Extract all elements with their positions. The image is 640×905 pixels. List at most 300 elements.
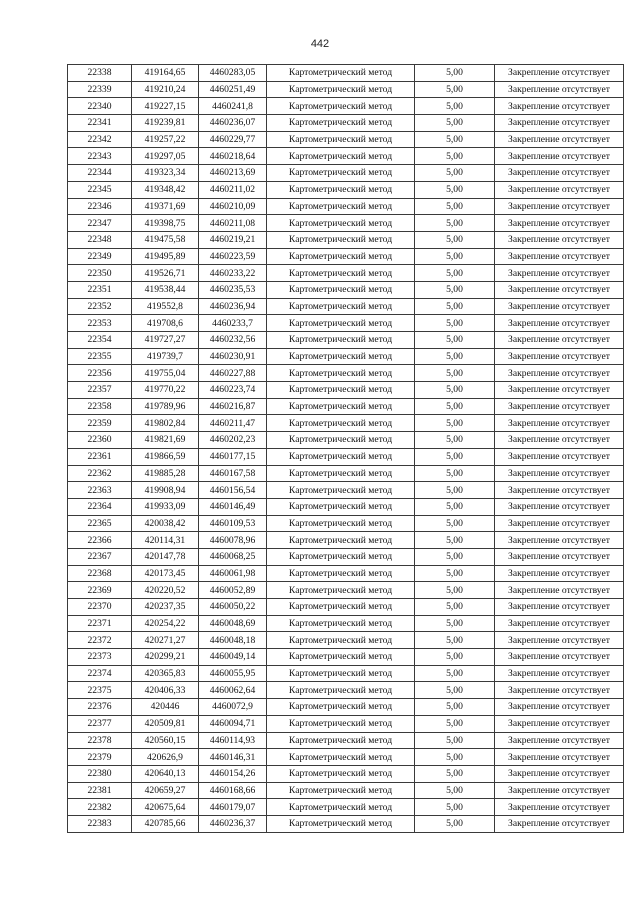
accuracy-cell: 5,00 [415, 131, 495, 148]
point-number-cell: 22371 [68, 615, 132, 632]
x-coordinate-cell: 420237,35 [132, 599, 199, 616]
fixing-cell: Закрепление отсутствует [495, 382, 624, 399]
point-number-cell: 22363 [68, 482, 132, 499]
method-cell: Картометрический метод [267, 582, 415, 599]
fixing-cell: Закрепление отсутствует [495, 682, 624, 699]
table-row [68, 699, 624, 716]
method-cell: Картометрический метод [267, 765, 415, 782]
x-coordinate-cell: 419802,84 [132, 415, 199, 432]
x-coordinate-cell: 419708,6 [132, 315, 199, 332]
method-cell: Картометрический метод [267, 348, 415, 365]
table-row [68, 281, 624, 298]
x-coordinate-cell: 420038,42 [132, 515, 199, 532]
point-number-cell: 22353 [68, 315, 132, 332]
fixing-cell: Закрепление отсутствует [495, 265, 624, 282]
accuracy-cell: 5,00 [415, 315, 495, 332]
point-number-cell: 22376 [68, 699, 132, 716]
fixing-cell: Закрепление отсутствует [495, 432, 624, 449]
coordinates-table [67, 64, 624, 833]
method-cell: Картометрический метод [267, 599, 415, 616]
y-coordinate-cell: 4460055,95 [199, 665, 267, 682]
method-cell: Картометрический метод [267, 732, 415, 749]
method-cell: Картометрический метод [267, 81, 415, 98]
method-cell: Картометрический метод [267, 682, 415, 699]
x-coordinate-cell: 419727,27 [132, 332, 199, 349]
accuracy-cell: 5,00 [415, 515, 495, 532]
point-number-cell: 22344 [68, 165, 132, 182]
accuracy-cell: 5,00 [415, 565, 495, 582]
fixing-cell: Закрепление отсутствует [495, 198, 624, 215]
accuracy-cell: 5,00 [415, 382, 495, 399]
accuracy-cell: 5,00 [415, 815, 495, 832]
accuracy-cell: 5,00 [415, 582, 495, 599]
accuracy-cell: 5,00 [415, 115, 495, 132]
accuracy-cell: 5,00 [415, 398, 495, 415]
fixing-cell: Закрепление отсутствует [495, 81, 624, 98]
point-number-cell: 22338 [68, 65, 132, 82]
point-number-cell: 22370 [68, 599, 132, 616]
method-cell: Картометрический метод [267, 565, 415, 582]
y-coordinate-cell: 4460062,64 [199, 682, 267, 699]
fixing-cell: Закрепление отсутствует [495, 231, 624, 248]
fixing-cell: Закрепление отсутствует [495, 165, 624, 182]
method-cell: Картометрический метод [267, 281, 415, 298]
y-coordinate-cell: 4460048,69 [199, 615, 267, 632]
accuracy-cell: 5,00 [415, 365, 495, 382]
accuracy-cell: 5,00 [415, 231, 495, 248]
y-coordinate-cell: 4460219,21 [199, 231, 267, 248]
table-row [68, 115, 624, 132]
accuracy-cell: 5,00 [415, 432, 495, 449]
y-coordinate-cell: 4460211,08 [199, 215, 267, 232]
method-cell: Картометрический метод [267, 332, 415, 349]
method-cell: Картометрический метод [267, 181, 415, 198]
point-number-cell: 22373 [68, 649, 132, 666]
y-coordinate-cell: 4460154,26 [199, 765, 267, 782]
y-coordinate-cell: 4460213,69 [199, 165, 267, 182]
point-number-cell: 22381 [68, 782, 132, 799]
y-coordinate-cell: 4460210,09 [199, 198, 267, 215]
point-number-cell: 22339 [68, 81, 132, 98]
method-cell: Картометрический метод [267, 365, 415, 382]
y-coordinate-cell: 4460179,07 [199, 799, 267, 816]
x-coordinate-cell: 420114,31 [132, 532, 199, 549]
table-row [68, 131, 624, 148]
x-coordinate-cell: 420659,27 [132, 782, 199, 799]
fixing-cell: Закрепление отсутствует [495, 548, 624, 565]
method-cell: Картометрический метод [267, 231, 415, 248]
table-row [68, 649, 624, 666]
y-coordinate-cell: 4460168,66 [199, 782, 267, 799]
x-coordinate-cell: 419885,28 [132, 465, 199, 482]
y-coordinate-cell: 4460211,02 [199, 181, 267, 198]
fixing-cell: Закрепление отсутствует [495, 131, 624, 148]
y-coordinate-cell: 4460156,54 [199, 482, 267, 499]
point-number-cell: 22348 [68, 231, 132, 248]
x-coordinate-cell: 419475,58 [132, 231, 199, 248]
point-number-cell: 22359 [68, 415, 132, 432]
point-number-cell: 22355 [68, 348, 132, 365]
table-row [68, 632, 624, 649]
method-cell: Картометрический метод [267, 398, 415, 415]
method-cell: Картометрический метод [267, 548, 415, 565]
accuracy-cell: 5,00 [415, 448, 495, 465]
accuracy-cell: 5,00 [415, 298, 495, 315]
point-number-cell: 22349 [68, 248, 132, 265]
table-row [68, 198, 624, 215]
point-number-cell: 22340 [68, 98, 132, 115]
method-cell: Картометрический метод [267, 498, 415, 515]
accuracy-cell: 5,00 [415, 465, 495, 482]
x-coordinate-cell: 419908,94 [132, 482, 199, 499]
x-coordinate-cell: 419323,34 [132, 165, 199, 182]
point-number-cell: 22369 [68, 582, 132, 599]
accuracy-cell: 5,00 [415, 765, 495, 782]
y-coordinate-cell: 4460211,47 [199, 415, 267, 432]
y-coordinate-cell: 4460114,93 [199, 732, 267, 749]
table-row [68, 498, 624, 515]
x-coordinate-cell: 419789,96 [132, 398, 199, 415]
y-coordinate-cell: 4460177,15 [199, 448, 267, 465]
fixing-cell: Закрепление отсутствует [495, 532, 624, 549]
x-coordinate-cell: 419552,8 [132, 298, 199, 315]
x-coordinate-cell: 420406,33 [132, 682, 199, 699]
x-coordinate-cell: 419739,7 [132, 348, 199, 365]
table-row [68, 548, 624, 565]
table-row [68, 765, 624, 782]
method-cell: Картометрический метод [267, 465, 415, 482]
x-coordinate-cell: 419755,04 [132, 365, 199, 382]
point-number-cell: 22375 [68, 682, 132, 699]
method-cell: Картометрический метод [267, 298, 415, 315]
accuracy-cell: 5,00 [415, 665, 495, 682]
point-number-cell: 22365 [68, 515, 132, 532]
point-number-cell: 22368 [68, 565, 132, 582]
fixing-cell: Закрепление отсутствует [495, 565, 624, 582]
y-coordinate-cell: 4460049,14 [199, 649, 267, 666]
x-coordinate-cell: 419164,65 [132, 65, 199, 82]
point-number-cell: 22377 [68, 715, 132, 732]
accuracy-cell: 5,00 [415, 81, 495, 98]
point-number-cell: 22367 [68, 548, 132, 565]
table-row [68, 599, 624, 616]
x-coordinate-cell: 420299,21 [132, 649, 199, 666]
table-row [68, 298, 624, 315]
accuracy-cell: 5,00 [415, 732, 495, 749]
fixing-cell: Закрепление отсутствует [495, 281, 624, 298]
x-coordinate-cell: 420254,22 [132, 615, 199, 632]
accuracy-cell: 5,00 [415, 599, 495, 616]
accuracy-cell: 5,00 [415, 281, 495, 298]
y-coordinate-cell: 4460146,31 [199, 749, 267, 766]
point-number-cell: 22364 [68, 498, 132, 515]
y-coordinate-cell: 4460227,88 [199, 365, 267, 382]
table-row [68, 382, 624, 399]
x-coordinate-cell: 419866,59 [132, 448, 199, 465]
point-number-cell: 22354 [68, 332, 132, 349]
point-number-cell: 22383 [68, 815, 132, 832]
table-row [68, 682, 624, 699]
fixing-cell: Закрепление отсутствует [495, 732, 624, 749]
method-cell: Картометрический метод [267, 532, 415, 549]
method-cell: Картометрический метод [267, 215, 415, 232]
method-cell: Картометрический метод [267, 749, 415, 766]
accuracy-cell: 5,00 [415, 148, 495, 165]
y-coordinate-cell: 4460232,56 [199, 332, 267, 349]
table-row [68, 715, 624, 732]
fixing-cell: Закрепление отсутствует [495, 799, 624, 816]
y-coordinate-cell: 4460048,18 [199, 632, 267, 649]
table-row [68, 732, 624, 749]
accuracy-cell: 5,00 [415, 799, 495, 816]
y-coordinate-cell: 4460241,8 [199, 98, 267, 115]
y-coordinate-cell: 4460061,98 [199, 565, 267, 582]
x-coordinate-cell: 420509,81 [132, 715, 199, 732]
point-number-cell: 22356 [68, 365, 132, 382]
x-coordinate-cell: 419526,71 [132, 265, 199, 282]
fixing-cell: Закрепление отсутствует [495, 365, 624, 382]
accuracy-cell: 5,00 [415, 248, 495, 265]
fixing-cell: Закрепление отсутствует [495, 348, 624, 365]
fixing-cell: Закрепление отсутствует [495, 65, 624, 82]
point-number-cell: 22374 [68, 665, 132, 682]
x-coordinate-cell: 419210,24 [132, 81, 199, 98]
table-row [68, 348, 624, 365]
fixing-cell: Закрепление отсутствует [495, 699, 624, 716]
x-coordinate-cell: 420626,9 [132, 749, 199, 766]
table-row [68, 782, 624, 799]
accuracy-cell: 5,00 [415, 699, 495, 716]
fixing-cell: Закрепление отсутствует [495, 98, 624, 115]
point-number-cell: 22379 [68, 749, 132, 766]
method-cell: Картометрический метод [267, 615, 415, 632]
x-coordinate-cell: 419538,44 [132, 281, 199, 298]
table-row [68, 81, 624, 98]
fixing-cell: Закрепление отсутствует [495, 398, 624, 415]
y-coordinate-cell: 4460283,05 [199, 65, 267, 82]
x-coordinate-cell: 420446 [132, 699, 199, 716]
table-row [68, 432, 624, 449]
y-coordinate-cell: 4460167,58 [199, 465, 267, 482]
y-coordinate-cell: 4460233,22 [199, 265, 267, 282]
method-cell: Картометрический метод [267, 632, 415, 649]
method-cell: Картометрический метод [267, 165, 415, 182]
y-coordinate-cell: 4460109,53 [199, 515, 267, 532]
table-row [68, 181, 624, 198]
x-coordinate-cell: 419371,69 [132, 198, 199, 215]
point-number-cell: 22382 [68, 799, 132, 816]
x-coordinate-cell: 420675,64 [132, 799, 199, 816]
accuracy-cell: 5,00 [415, 198, 495, 215]
accuracy-cell: 5,00 [415, 682, 495, 699]
method-cell: Картометрический метод [267, 265, 415, 282]
table-row [68, 231, 624, 248]
table-row [68, 515, 624, 532]
fixing-cell: Закрепление отсутствует [495, 415, 624, 432]
method-cell: Картометрический метод [267, 649, 415, 666]
point-number-cell: 22342 [68, 131, 132, 148]
table-row [68, 248, 624, 265]
x-coordinate-cell: 420640,13 [132, 765, 199, 782]
table-row [68, 98, 624, 115]
table-row [68, 265, 624, 282]
method-cell: Картометрический метод [267, 248, 415, 265]
y-coordinate-cell: 4460052,89 [199, 582, 267, 599]
y-coordinate-cell: 4460236,37 [199, 815, 267, 832]
accuracy-cell: 5,00 [415, 65, 495, 82]
fixing-cell: Закрепление отсутствует [495, 815, 624, 832]
x-coordinate-cell: 419239,81 [132, 115, 199, 132]
y-coordinate-cell: 4460078,96 [199, 532, 267, 549]
y-coordinate-cell: 4460236,94 [199, 298, 267, 315]
fixing-cell: Закрепление отсутствует [495, 148, 624, 165]
fixing-cell: Закрепление отсутствует [495, 665, 624, 682]
table-row [68, 365, 624, 382]
accuracy-cell: 5,00 [415, 782, 495, 799]
accuracy-cell: 5,00 [415, 532, 495, 549]
x-coordinate-cell: 420785,66 [132, 815, 199, 832]
method-cell: Картометрический метод [267, 198, 415, 215]
accuracy-cell: 5,00 [415, 332, 495, 349]
y-coordinate-cell: 4460223,74 [199, 382, 267, 399]
fixing-cell: Закрепление отсутствует [495, 315, 624, 332]
x-coordinate-cell: 420173,45 [132, 565, 199, 582]
x-coordinate-cell: 420365,83 [132, 665, 199, 682]
x-coordinate-cell: 419227,15 [132, 98, 199, 115]
method-cell: Картометрический метод [267, 782, 415, 799]
y-coordinate-cell: 4460068,25 [199, 548, 267, 565]
method-cell: Картометрический метод [267, 665, 415, 682]
method-cell: Картометрический метод [267, 98, 415, 115]
fixing-cell: Закрепление отсутствует [495, 599, 624, 616]
x-coordinate-cell: 420271,27 [132, 632, 199, 649]
x-coordinate-cell: 419495,89 [132, 248, 199, 265]
fixing-cell: Закрепление отсутствует [495, 649, 624, 666]
fixing-cell: Закрепление отсутствует [495, 782, 624, 799]
accuracy-cell: 5,00 [415, 215, 495, 232]
x-coordinate-cell: 420220,52 [132, 582, 199, 599]
method-cell: Картометрический метод [267, 482, 415, 499]
point-number-cell: 22352 [68, 298, 132, 315]
method-cell: Картометрический метод [267, 815, 415, 832]
y-coordinate-cell: 4460229,77 [199, 131, 267, 148]
table-row [68, 749, 624, 766]
point-number-cell: 22351 [68, 281, 132, 298]
point-number-cell: 22378 [68, 732, 132, 749]
point-number-cell: 22341 [68, 115, 132, 132]
method-cell: Картометрический метод [267, 148, 415, 165]
accuracy-cell: 5,00 [415, 265, 495, 282]
y-coordinate-cell: 4460202,23 [199, 432, 267, 449]
table-row [68, 332, 624, 349]
y-coordinate-cell: 4460094,71 [199, 715, 267, 732]
accuracy-cell: 5,00 [415, 749, 495, 766]
point-number-cell: 22372 [68, 632, 132, 649]
point-number-cell: 22380 [68, 765, 132, 782]
page-number: 442 [310, 38, 330, 50]
fixing-cell: Закрепление отсутствует [495, 498, 624, 515]
table-row [68, 315, 624, 332]
table-row [68, 665, 624, 682]
x-coordinate-cell: 419770,22 [132, 382, 199, 399]
accuracy-cell: 5,00 [415, 181, 495, 198]
point-number-cell: 22362 [68, 465, 132, 482]
method-cell: Картометрический метод [267, 699, 415, 716]
table-row [68, 415, 624, 432]
fixing-cell: Закрепление отсутствует [495, 215, 624, 232]
accuracy-cell: 5,00 [415, 165, 495, 182]
y-coordinate-cell: 4460072,9 [199, 699, 267, 716]
point-number-cell: 22350 [68, 265, 132, 282]
point-number-cell: 22347 [68, 215, 132, 232]
table-row [68, 165, 624, 182]
y-coordinate-cell: 4460050,22 [199, 599, 267, 616]
fixing-cell: Закрепление отсутствует [495, 582, 624, 599]
table-row [68, 448, 624, 465]
fixing-cell: Закрепление отсутствует [495, 765, 624, 782]
x-coordinate-cell: 419933,09 [132, 498, 199, 515]
y-coordinate-cell: 4460251,49 [199, 81, 267, 98]
fixing-cell: Закрепление отсутствует [495, 515, 624, 532]
table-row [68, 799, 624, 816]
fixing-cell: Закрепление отсутствует [495, 181, 624, 198]
fixing-cell: Закрепление отсутствует [495, 615, 624, 632]
table-row [68, 482, 624, 499]
table-row [68, 148, 624, 165]
method-cell: Картометрический метод [267, 448, 415, 465]
accuracy-cell: 5,00 [415, 649, 495, 666]
x-coordinate-cell: 419348,42 [132, 181, 199, 198]
method-cell: Картометрический метод [267, 799, 415, 816]
accuracy-cell: 5,00 [415, 482, 495, 499]
x-coordinate-cell: 419297,05 [132, 148, 199, 165]
point-number-cell: 22358 [68, 398, 132, 415]
method-cell: Картометрический метод [267, 715, 415, 732]
fixing-cell: Закрепление отсутствует [495, 715, 624, 732]
table-row [68, 582, 624, 599]
method-cell: Картометрический метод [267, 131, 415, 148]
fixing-cell: Закрепление отсутствует [495, 482, 624, 499]
accuracy-cell: 5,00 [415, 715, 495, 732]
fixing-cell: Закрепление отсутствует [495, 465, 624, 482]
y-coordinate-cell: 4460216,87 [199, 398, 267, 415]
accuracy-cell: 5,00 [415, 98, 495, 115]
method-cell: Картометрический метод [267, 432, 415, 449]
point-number-cell: 22345 [68, 181, 132, 198]
y-coordinate-cell: 4460236,07 [199, 115, 267, 132]
point-number-cell: 22366 [68, 532, 132, 549]
coordinates-table-body [68, 65, 624, 833]
point-number-cell: 22343 [68, 148, 132, 165]
table-row [68, 532, 624, 549]
y-coordinate-cell: 4460223,59 [199, 248, 267, 265]
table-row [68, 465, 624, 482]
table-row [68, 615, 624, 632]
method-cell: Картометрический метод [267, 315, 415, 332]
fixing-cell: Закрепление отсутствует [495, 749, 624, 766]
x-coordinate-cell: 419821,69 [132, 432, 199, 449]
accuracy-cell: 5,00 [415, 348, 495, 365]
y-coordinate-cell: 4460230,91 [199, 348, 267, 365]
method-cell: Картометрический метод [267, 515, 415, 532]
fixing-cell: Закрепление отсутствует [495, 248, 624, 265]
accuracy-cell: 5,00 [415, 548, 495, 565]
fixing-cell: Закрепление отсутствует [495, 448, 624, 465]
point-number-cell: 22346 [68, 198, 132, 215]
point-number-cell: 22357 [68, 382, 132, 399]
table-row [68, 398, 624, 415]
point-number-cell: 22360 [68, 432, 132, 449]
